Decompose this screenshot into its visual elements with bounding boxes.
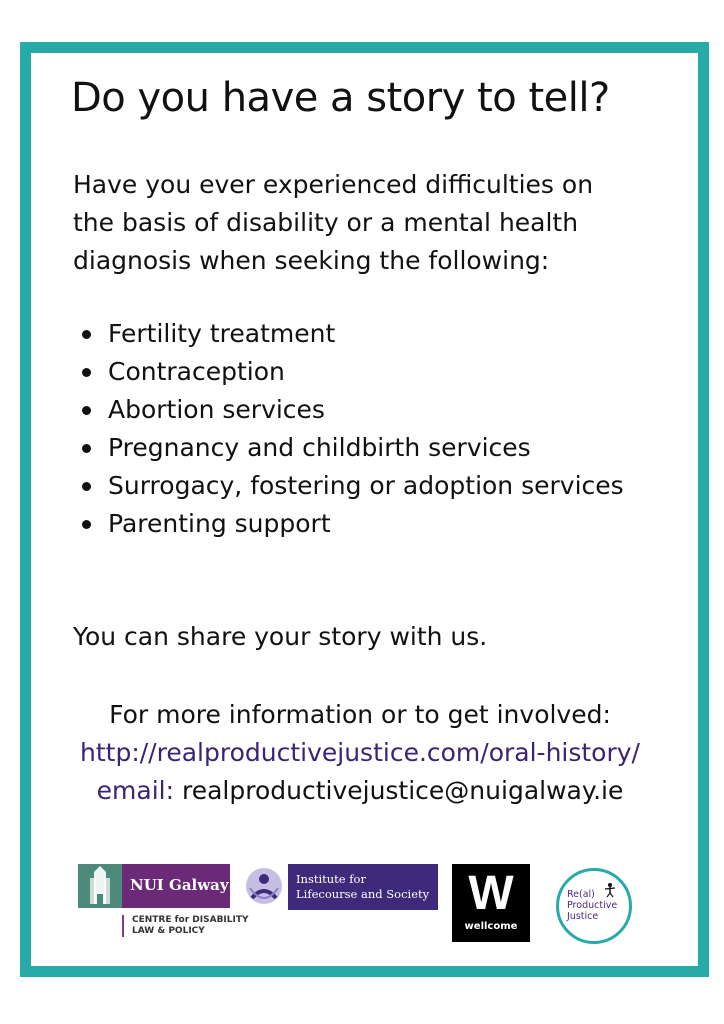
contact-lead: For more information or to get involved: [109, 700, 611, 729]
wellcome-letter: W [468, 867, 514, 920]
nui-crest-icon [78, 864, 122, 908]
email-label: email: [96, 776, 175, 805]
ils-logo [242, 864, 438, 910]
wellcome-logo [452, 864, 530, 942]
wellcome-word: wellcome [464, 921, 518, 932]
service-item: Surrogacy, fostering or adoption services [78, 467, 638, 505]
service-item: Abortion services [78, 391, 638, 429]
rpj-line: Justice [567, 911, 599, 922]
nui-galway-name: NUI Galway [130, 876, 229, 894]
service-item: Contraception [78, 353, 638, 391]
ils-figure-icon [242, 864, 286, 910]
rpj-line: Productive [567, 900, 618, 911]
rpj-logo [556, 868, 632, 944]
intro-text [73, 166, 663, 280]
cdlp-line: CENTRE for DISABILITY [132, 915, 249, 925]
service-item: Fertility treatment [78, 315, 638, 353]
service-item: Pregnancy and childbirth services [78, 429, 638, 467]
cdlp-logo [122, 915, 249, 937]
ils-name [288, 864, 438, 910]
ils-line: Lifecourse and Society [296, 887, 430, 901]
rpj-name [567, 889, 617, 922]
contact-block [40, 696, 680, 810]
intro-line: diagnosis when seeking the following: [73, 246, 550, 275]
service-item: Parenting support [78, 505, 638, 543]
intro-line: the basis of disability or a mental health [73, 208, 579, 237]
oral-history-link[interactable]: http://realproductivejustice.com/oral-history/ [80, 738, 640, 767]
email-address[interactable]: realproductivejustice@nuigalway.ie [181, 776, 624, 805]
nui-galway-logo [78, 864, 230, 908]
rpj-line: Re(al) [567, 889, 595, 900]
services-list [78, 315, 638, 543]
cdlp-line: LAW & POLICY [132, 926, 205, 936]
intro-line: Have you ever experienced difficulties on [73, 170, 594, 199]
ils-line: Institute for [296, 872, 366, 886]
share-text: You can share your story with us. [73, 622, 488, 651]
poster-title: Do you have a story to tell? [71, 75, 610, 121]
